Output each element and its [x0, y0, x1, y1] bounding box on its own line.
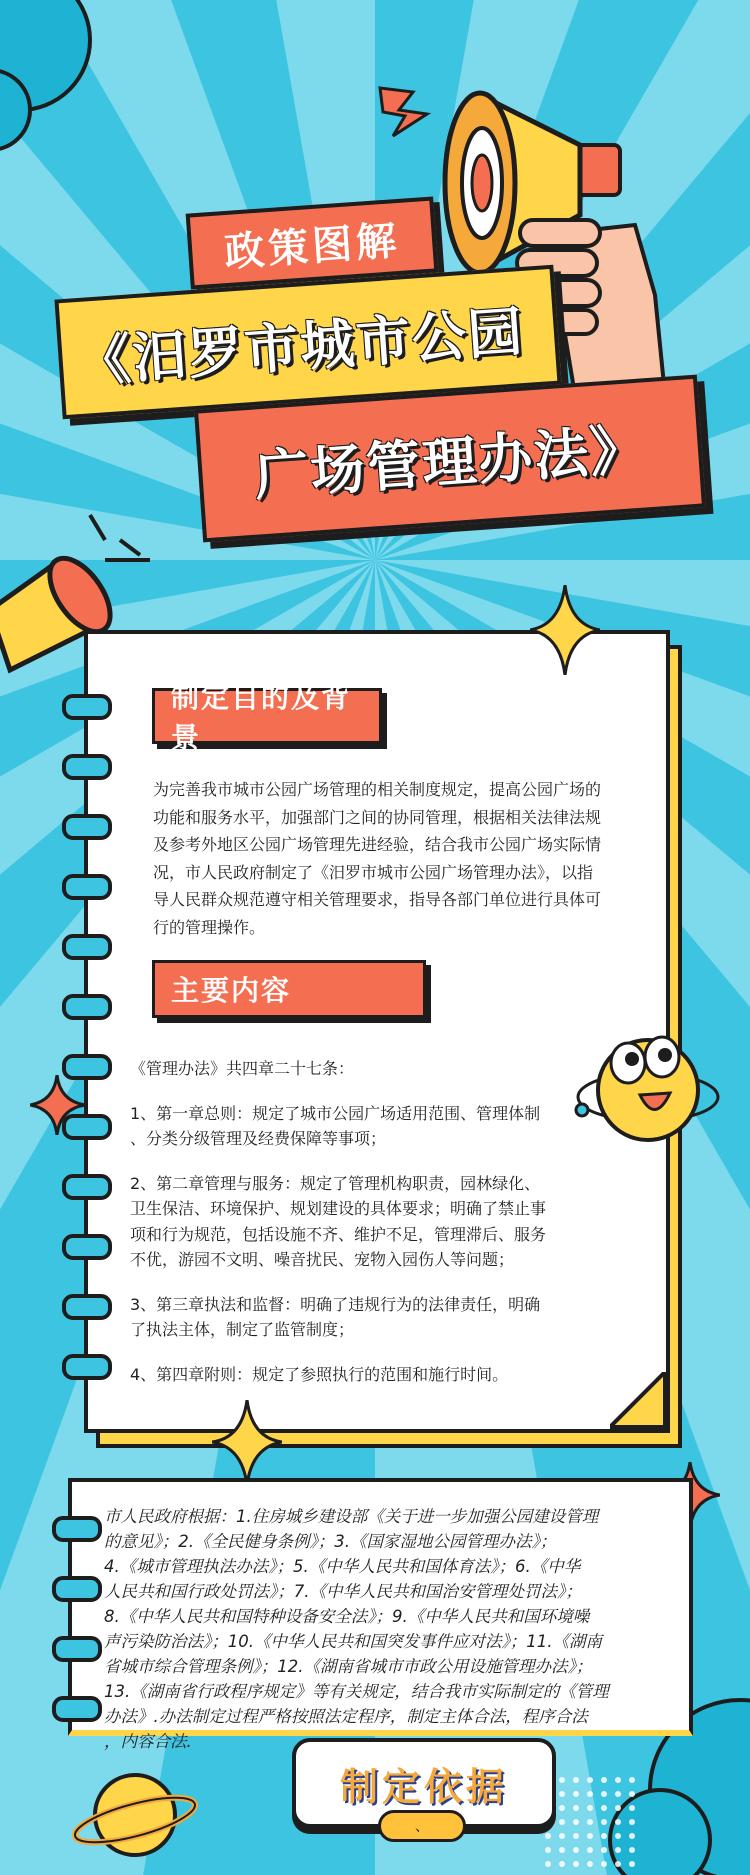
- notebook-ring: [62, 874, 112, 900]
- notebook-ring: [62, 1174, 112, 1200]
- notebook-ring: [62, 1354, 112, 1380]
- basis-ring: [52, 1516, 102, 1542]
- basis-line: 的意见》；2.《全民健身条例》；3.《国家湿地公园管理办法》；: [104, 1532, 557, 1551]
- basis-pill: [378, 1810, 466, 1842]
- notebook-ring: [62, 994, 112, 1020]
- content-item-line: 1、第一章总则：规定了城市公园广场适用范围、管理体制: [130, 1103, 541, 1123]
- basis-line: 8.《中华人民共和国特种设备安全法》；9.《中华人民共和国环境噪: [104, 1607, 590, 1626]
- purpose-line: 况，市人民政府制定了《汨罗市城市公园广场管理办法》，以指: [153, 862, 594, 882]
- emoji-character-icon: [570, 1015, 730, 1155]
- basis-line: 13.《湖南省行政程序规定》等有关规定，结合我市实际制定的《管理: [104, 1682, 609, 1701]
- page-title-line2: 广场管理办法》: [252, 417, 648, 508]
- content-item-line: 2、第二章管理与服务：规定了管理机构职责，园林绿化、: [130, 1173, 541, 1193]
- basis-line: 人民共和国行政处罚法》；7.《中华人民共和国治安管理处罚法》；: [104, 1582, 582, 1601]
- content-heading: 主要内容: [171, 974, 292, 1007]
- purpose-heading-tag: [152, 681, 382, 754]
- sparkle-icon: [30, 1075, 85, 1135]
- purpose-text: [153, 776, 653, 941]
- notebook-ring: [62, 754, 112, 780]
- sparkle-icon: [530, 585, 600, 675]
- notebook-ring: [62, 694, 112, 720]
- content-item-line: 不优，游园不文明、噪音扰民、宠物入园伤人等问题；: [130, 1250, 515, 1269]
- content-item-line: 卫生保洁、环境保护、规划建设的具体要求；明确了禁止事: [130, 1199, 547, 1218]
- basis-button-label: 制定依据: [339, 1764, 508, 1809]
- sparkle-icon: [212, 1400, 282, 1485]
- notebook-ring: [62, 1294, 112, 1320]
- content-item-line: 3、第三章执法和监督：明确了违规行为的法律责任，明确: [130, 1294, 541, 1314]
- basis-ring: [52, 1576, 102, 1602]
- content-text: [130, 1056, 590, 1387]
- purpose-line: 行的管理操作。: [153, 917, 266, 937]
- planet-icon: [70, 1760, 200, 1870]
- purpose-line: 及参考外地区公园广场管理先进经验，结合我市公园广场实际情: [153, 835, 602, 854]
- content-intro: 《管理办法》共四章二十七条：: [130, 1059, 355, 1078]
- content-heading-tag: [152, 960, 426, 1018]
- basis-box: [68, 1478, 693, 1751]
- page-title-line1: 《汨罗市城市公园: [74, 299, 526, 394]
- basis-line: 省城市综合管理条例》；12.《湖南省城市市政公用设施管理办法》；: [104, 1657, 593, 1676]
- basis-line: 声污染防治法》；10.《中华人民共和国突发事件应对法》；11.《湖南: [104, 1632, 602, 1651]
- notebook-ring: [62, 814, 112, 840]
- content-item-line: 了执法主体，制定了监管制度；: [130, 1320, 355, 1339]
- basis-ring: [52, 1696, 102, 1722]
- policy-tag: 政策图解: [222, 217, 402, 276]
- content-item-line: 4、第四章附则：规定了参照执行的范围和施行时间。: [130, 1364, 509, 1384]
- notebook-ring: [62, 934, 112, 960]
- basis-line: 办法》.办法制定过程严格按照法定程序，制定主体合法，程序合法: [104, 1707, 588, 1726]
- lightning-icon: [375, 80, 435, 140]
- purpose-line: 为完善我市城市公园广场管理的相关制度规定，提高公园广场的: [153, 780, 602, 799]
- purpose-line: 功能和服务水平，加强部门之间的协同管理，根据相关法律法规: [153, 807, 602, 827]
- notebook-ring: [62, 1234, 112, 1260]
- purpose-heading: 制定目的及背景: [171, 681, 352, 754]
- content-item-line: 、分类分级管理及经费保障等事项；: [130, 1129, 387, 1148]
- basis-ring: [52, 1636, 102, 1662]
- purpose-line: 导人民群众规范遵守相关管理要求，指导各部门单位进行具体可: [153, 890, 602, 909]
- basis-line: 4.《城市管理执法办法》；5.《中华人民共和国体育法》；6.《中华: [104, 1557, 581, 1576]
- basis-line: 市人民政府根据：1.住房城乡建设部《关于进一步加强公园建设管理: [104, 1507, 599, 1526]
- basis-pill-label: 、: [415, 1819, 429, 1835]
- basis-line: ，内容合法.: [104, 1732, 192, 1751]
- folded-corner: [610, 1372, 670, 1432]
- content-item-line: 项和行为规范，包括设施不齐、维护不足，管理滞后、服务: [130, 1224, 547, 1244]
